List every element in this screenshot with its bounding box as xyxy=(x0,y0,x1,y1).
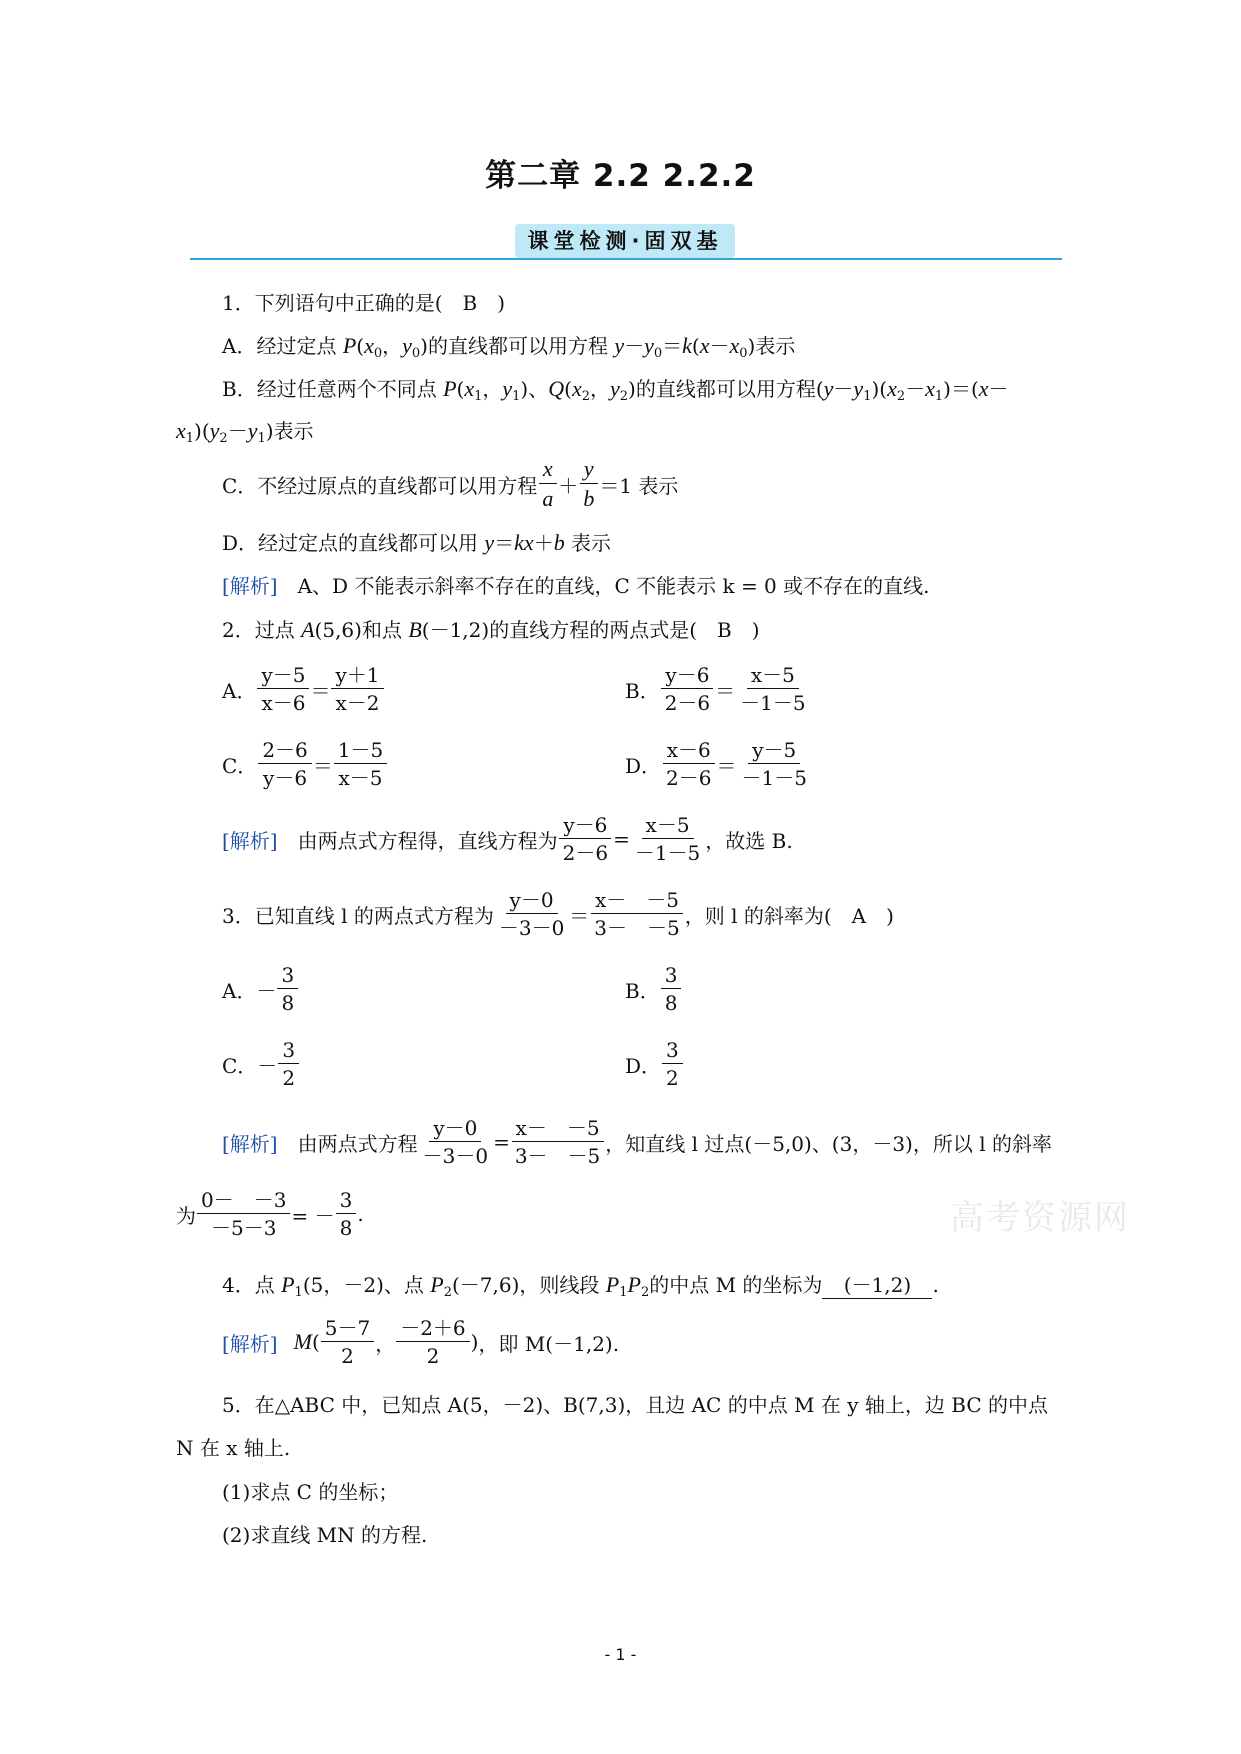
frac-den: －5－3 xyxy=(211,1216,277,1240)
q2-a-label: A． xyxy=(222,678,257,703)
frac-den: －1－5 xyxy=(741,766,807,790)
frac-num: x－5 xyxy=(642,815,694,839)
frac-den: 2 xyxy=(426,1344,440,1368)
q1-d-prefix: D．经过定点的直线都可以用 xyxy=(222,531,485,555)
q3-d-label: D． xyxy=(625,1053,662,1078)
q4-analysis-suffix: ，即 M(－1,2). xyxy=(478,1331,620,1356)
q1-option-b: B．经过任意两个不同点 $P(x_1$，$y_1$)、$Q(x_2$，$y_2$)的直线都可以用方程$(y-y_1)(x_2-x_1)=(x-$ xyxy=(222,376,1009,404)
page-number: - 1 - xyxy=(604,1645,637,1664)
q5-sub1: (1)求点 C 的坐标； xyxy=(222,1480,399,1504)
q3-stem-prefix: 3．已知直线 l 的两点式方程为 xyxy=(222,903,494,928)
frac-num: x－ －5 xyxy=(512,1118,604,1142)
frac-den: －1－5 xyxy=(740,691,806,715)
page-title: 第二章 2.2 2.2.2 xyxy=(485,158,756,194)
q3-stem: 3．已知直线 l 的两点式方程为 $\frac{y-0}{-3-0}$ ＝ $\frac{x- -5}{3- -5}$ ，则 l 的斜率为( A ) xyxy=(222,888,894,940)
frac-den: 2－6 xyxy=(562,841,609,865)
q3-analysis-cont: 为 $\frac{0- -3}{-5-3}$ = － $\frac{3}{8}$ . xyxy=(176,1188,364,1240)
q1-option-d: D．经过定点的直线都可以用 y＝kx＋b 表示 xyxy=(222,530,612,555)
q2-option-d: D． $\frac{x-6}{2-6}$ ＝ $\frac{y-5}{-1-5}$ xyxy=(625,740,812,788)
frac-num: 5－7 xyxy=(321,1318,374,1342)
frac-num: 3 xyxy=(277,965,298,989)
q3-b-label: B． xyxy=(625,978,660,1003)
q3-analysis-suffix: ，知直线 l 过点(－5,0)、(3，－3)，所以 l 的斜率 xyxy=(605,1131,1052,1156)
frac-den: 8 xyxy=(281,991,295,1015)
frac-num: 0－ －3 xyxy=(197,1190,290,1214)
q3-a-label: A．－ xyxy=(222,978,277,1003)
q3-c-label: C．－ xyxy=(222,1053,278,1078)
q1-b-middle: 的直线都可以用方程 xyxy=(635,377,816,401)
frac-den: 2 xyxy=(666,1066,679,1090)
frac-num: y－5 xyxy=(257,665,309,689)
frac-num: 3 xyxy=(336,1190,357,1214)
q1-c-prefix: C．不经过原点的直线都可以用方程 xyxy=(222,473,538,498)
q1-a-middle: 的直线都可以用方程 xyxy=(427,334,615,358)
q2-stem-suffix: 的直线方程的两点式是( B ) xyxy=(489,618,760,642)
q4-stem-suffix: 的中点 M 的坐标为 xyxy=(649,1273,823,1297)
q2-stem-prefix: 2．过点 xyxy=(222,618,302,642)
frac-num: y＋1 xyxy=(331,665,383,689)
frac-num: －2＋6 xyxy=(396,1318,469,1342)
q2-analysis: [解析] 由两点式方程得，直线方程为 $\frac{y-6}{2-6}$ = $\frac{x-5}{-1-5}$ ，故选 B. xyxy=(222,813,793,865)
q3-analysis: [解析] 由两点式方程 $\frac{y-0}{-3-0}$ = $\frac{x- -5}{3- -5}$ ，知直线 l 过点(－5,0)、(3，－3)，所以 l 的斜率 xyxy=(222,1116,1052,1168)
frac-num: y－0 xyxy=(506,890,558,914)
frac-den: 2 xyxy=(282,1066,296,1090)
q5-stem-line2: N 在 x 轴上. xyxy=(176,1436,291,1460)
q3-stem-suffix: ，则 l 的斜率为( A ) xyxy=(684,903,894,928)
frac-num: x－5 xyxy=(747,665,799,689)
frac-num: x－6 xyxy=(663,740,715,764)
frac-den: 2 xyxy=(341,1344,354,1368)
q2-option-c: C． $\frac{2-6}{y-6}$ ＝ $\frac{1-5}{x-5}$ xyxy=(222,740,388,788)
frac-den: 3－ －5 xyxy=(594,916,680,940)
frac-num: 1－5 xyxy=(334,740,387,764)
q3-option-d xyxy=(625,1040,684,1088)
q4-stem: 4．点 $P_1(5$，－2)、点 $P_2(-7,6)$，则线段 $P_1P_2$的中点 M 的坐标为 (－1,2) . xyxy=(222,1272,939,1300)
q1-c-suffix: ＝1 表示 xyxy=(599,473,679,498)
section-banner: 课堂检测·固双基 xyxy=(515,224,735,258)
q1-stem: 1．下列语句中正确的是( B ) xyxy=(222,291,506,315)
q3-analysis-line2-prefix: 为 xyxy=(176,1203,196,1228)
q3-analysis-prefix: 由两点式方程 xyxy=(277,1131,418,1156)
q4-answer-blank: (－1,2) xyxy=(822,1272,932,1299)
banner-divider xyxy=(190,258,1062,260)
q1-b-suffix: 表示 xyxy=(273,419,314,443)
q2-analysis-prefix: 由两点式方程得，直线方程为 xyxy=(277,828,558,853)
q1-analysis-text: A、D 不能表示斜率不存在的直线，C 不能表示 k = 0 或不存在的直线. xyxy=(277,574,930,598)
q2-d-label: D． xyxy=(625,753,662,778)
q1-analysis xyxy=(222,573,930,599)
frac-num: y－5 xyxy=(748,740,800,764)
frac-den: －1－5 xyxy=(634,841,701,865)
q4-stem-middle: ，则线段 xyxy=(519,1273,606,1297)
q4-analysis: [解析] M( $\frac{5-7}{2}$ ， $\frac{-2+6}{2}$ ) ，即 M(－1,2). xyxy=(222,1316,620,1368)
frac-den: x－5 xyxy=(338,766,383,790)
frac-den: 2－6 xyxy=(666,766,712,790)
q4-stem-prefix: 4．点 xyxy=(222,1273,282,1297)
q2-stem: 2．过点 A(5,6)和点 B(－1,2)的直线方程的两点式是( B ) xyxy=(222,617,760,642)
frac-num: y－6 xyxy=(661,665,713,689)
q2-b-label: B． xyxy=(625,678,660,703)
q3-analysis-line2-mid: = － xyxy=(291,1203,335,1228)
frac-den: 2－6 xyxy=(664,691,711,715)
q1-a-suffix: 表示 xyxy=(755,334,796,358)
q5-sub2: (2)求直线 MN 的方程. xyxy=(222,1523,428,1547)
watermark: 高考资源网 xyxy=(950,1198,1130,1238)
q2-option-a: A． $\frac{y-5}{x-6}$ ＝ $\frac{y+1}{x-2}$ xyxy=(222,665,385,713)
frac-num: 3 xyxy=(662,1040,683,1064)
frac-x-over-a: $\frac{x}{a}$ xyxy=(538,458,557,510)
frac-num: 2－6 xyxy=(258,740,311,764)
analysis-label: [解析] xyxy=(222,574,278,598)
q2-stem-middle: 和点 xyxy=(361,618,409,642)
analysis-label: [解析] xyxy=(222,1331,278,1356)
frac-den: x－6 xyxy=(261,691,306,715)
analysis-label: [解析] xyxy=(222,828,278,853)
q1-b-prefix: B．经过任意两个不同点 xyxy=(222,377,444,401)
q1-a-prefix: A．经过定点 xyxy=(222,334,343,358)
frac-num: x－ －5 xyxy=(591,890,683,914)
q2-option-b: B． $\frac{y-6}{2-6}$ ＝ $\frac{x-5}{-1-5}$ xyxy=(625,665,811,713)
frac-den: x－2 xyxy=(335,691,380,715)
frac-num: 3 xyxy=(278,1040,299,1064)
q3-option-c xyxy=(222,1040,300,1088)
q5-stem-line1: 5．在△ABC 中，已知点 A(5，－2)、B(7,3)，且边 AC 的中点 M 在 y 轴上，边 BC 的中点 xyxy=(222,1393,1048,1417)
q3-option-b xyxy=(625,965,682,1013)
frac-num: y－6 xyxy=(559,815,611,839)
q1-option-a: A．经过定点 $P(x_0$，$y_0$)的直线都可以用方程 $y-y_0=k(x-x_0)$表示 xyxy=(222,333,796,361)
q2-c-label: C． xyxy=(222,753,258,778)
q3-option-a xyxy=(222,965,299,1013)
analysis-label: [解析] xyxy=(222,1131,278,1156)
frac-den: 3－ －5 xyxy=(514,1144,601,1168)
frac-den: y－6 xyxy=(263,766,308,790)
frac-den: 8 xyxy=(339,1216,353,1240)
q1-d-suffix: 表示 xyxy=(564,531,612,555)
q2-analysis-suffix: ，故选 B. xyxy=(705,828,793,853)
frac-den: －3－0 xyxy=(498,916,565,940)
frac-den: －3－0 xyxy=(422,1144,489,1168)
q1-option-c: C．不经过原点的直线都可以用方程 $\frac{x}{a}$ ＋ $\frac{y}{b}$ ＝1 表示 xyxy=(222,456,679,511)
frac-num: y－0 xyxy=(429,1118,481,1142)
frac-num: 3 xyxy=(661,965,682,989)
frac-y-over-b: $\frac{y}{b}$ xyxy=(579,458,598,510)
q1-option-b-cont: $x_1)(y_2-y_1)$表示 xyxy=(176,418,314,446)
frac-den: 8 xyxy=(664,991,678,1015)
